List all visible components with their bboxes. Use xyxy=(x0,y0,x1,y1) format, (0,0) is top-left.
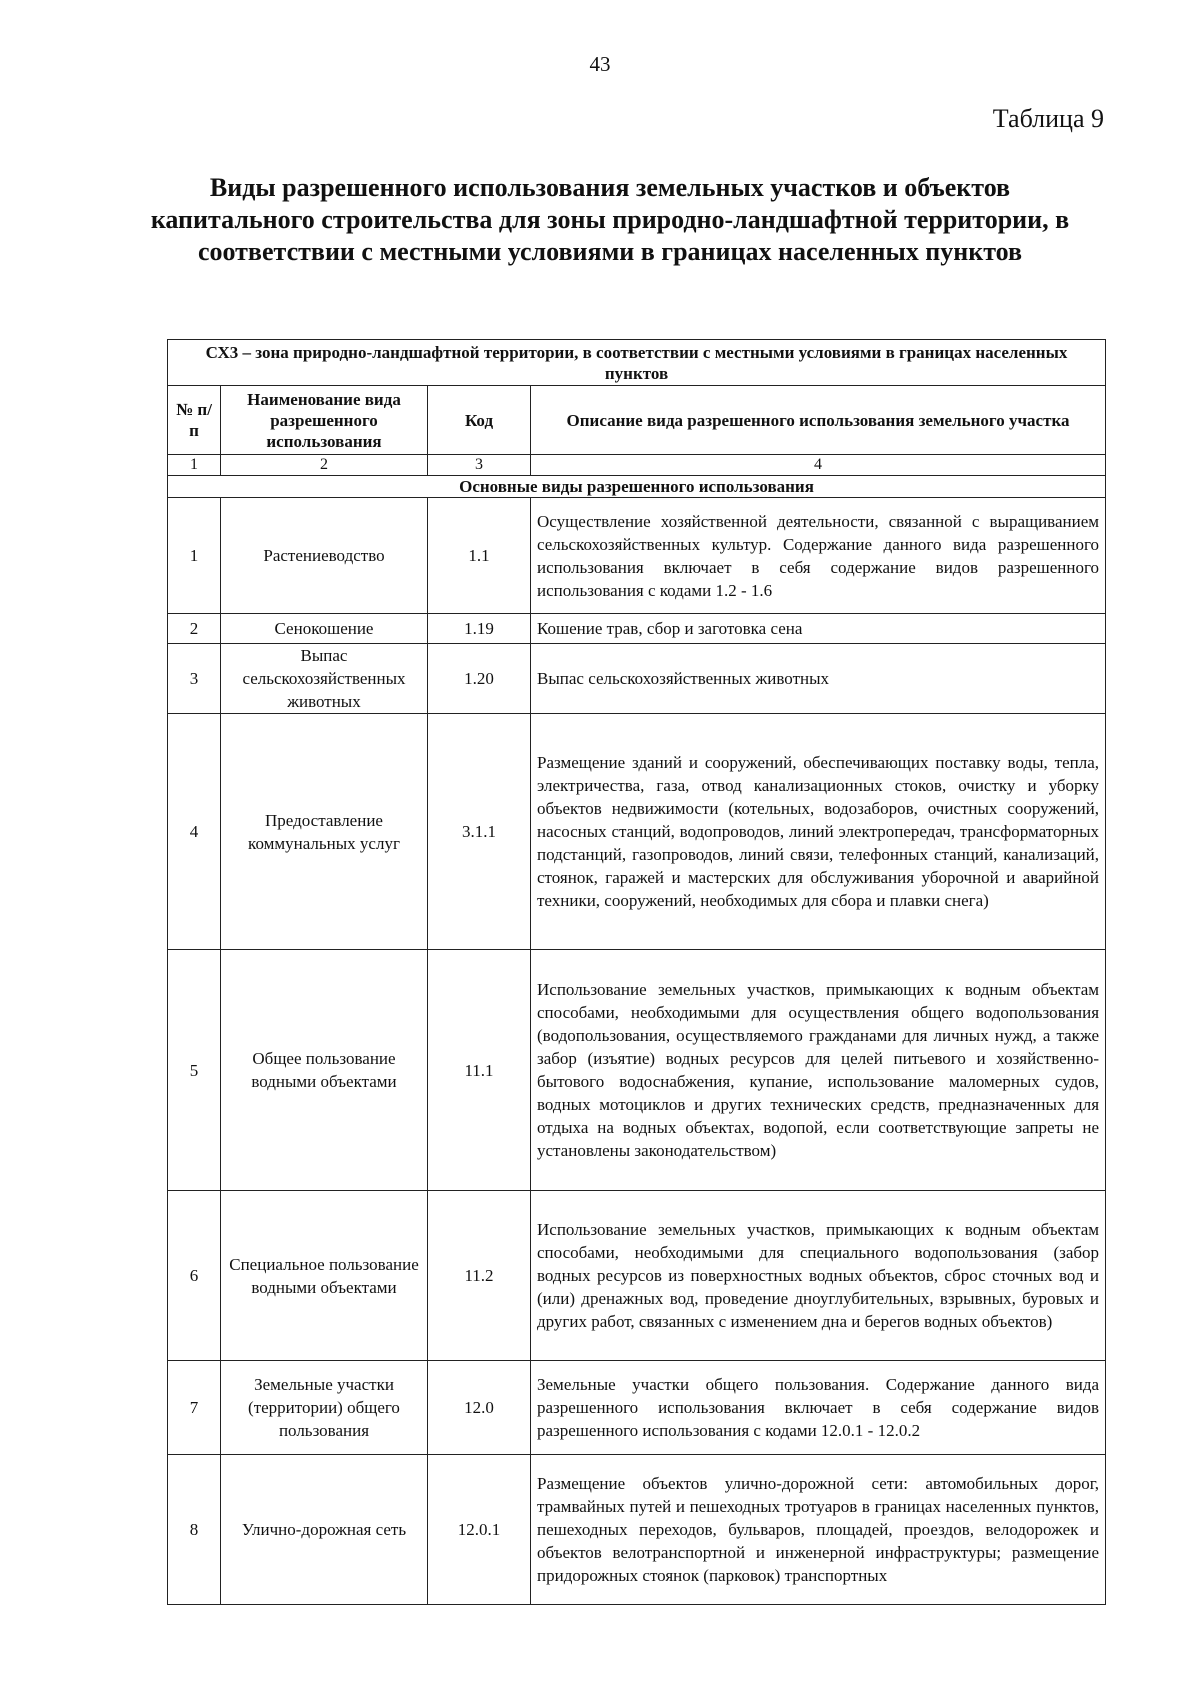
row-num: 8 xyxy=(168,1455,221,1605)
table-row xyxy=(168,1191,1106,1361)
row-code: 12.0 xyxy=(428,1361,531,1455)
row-code: 1.20 xyxy=(428,644,531,714)
row-description: Выпас сельскохозяйственных животных xyxy=(531,644,1106,714)
row-num: 2 xyxy=(168,614,221,644)
document-title: Виды разрешенного использования земельных участков и объектов капитального строительства для зоны природно-ландшафтной территории, в соответствии с местными условиями в границах населенных пунктов xyxy=(150,173,1070,266)
row-code: 1.19 xyxy=(428,614,531,644)
row-code: 11.2 xyxy=(428,1191,531,1361)
row-description: Земельные участки общего пользования. Содержание данного вида разрешенного использования включает в себя содержание видов разрешенного использования с кодами 12.0.1 - 12.0.2 xyxy=(531,1361,1106,1455)
row-name: Земельные участки (территории) общего пользования xyxy=(221,1361,428,1455)
table-row xyxy=(168,644,1106,714)
row-code: 11.1 xyxy=(428,950,531,1191)
row-name: Общее пользование водными объектами xyxy=(221,950,428,1191)
row-name: Сенокошение xyxy=(221,614,428,644)
row-name: Специальное пользование водными объектами xyxy=(221,1191,428,1361)
row-description: Кошение трав, сбор и заготовка сена xyxy=(531,614,1106,644)
table-label: Таблица 9 xyxy=(992,104,1104,133)
page-number: 43 xyxy=(589,52,611,76)
section-title: Основные виды разрешенного использования xyxy=(168,476,1106,498)
row-num: 4 xyxy=(168,714,221,950)
row-description: Размещение зданий и сооружений, обеспечивающих поставку воды, тепла, электричества, газа, отвод канализационных стоков, очистку и уборку объектов недвижимости (котельных, водозаборов, очистных сооружений, насосных станций, водопроводов, линий электропередач, трансформаторных подстанций, газопроводов, линий связи, телефонных станций, канализаций, стоянок, гаражей и мастерских для обслуживания уборочной и аварийной техники, сооружений, необходимых для сбора и плавки снега) xyxy=(531,714,1106,950)
column-number: 4 xyxy=(531,455,1106,476)
land-use-table xyxy=(167,339,1106,1605)
row-num: 3 xyxy=(168,644,221,714)
row-code: 12.0.1 xyxy=(428,1455,531,1605)
row-num: 7 xyxy=(168,1361,221,1455)
row-name: Улично-дорожная сеть xyxy=(221,1455,428,1605)
header-name: Наименование вида разрешенного использования xyxy=(221,386,428,455)
row-num: 1 xyxy=(168,498,221,614)
row-name: Предоставление коммунальных услуг xyxy=(221,714,428,950)
row-name: Выпас сельскохозяйственных животных xyxy=(221,644,428,714)
row-code: 3.1.1 xyxy=(428,714,531,950)
table-row xyxy=(168,714,1106,950)
column-number: 2 xyxy=(221,455,428,476)
table-row xyxy=(168,950,1106,1191)
column-number: 3 xyxy=(428,455,531,476)
row-description: Использование земельных участков, примыкающих к водным объектам способами, необходимыми для специального водопользования (забор водных ресурсов из поверхностных водных объектов, сброс сточных вод и (или) дренажных вод, проведение дноуглубительных, взрывных, буровых и других работ, связанных с изменением дна и берегов водных объектов) xyxy=(531,1191,1106,1361)
row-description: Размещение объектов улично-дорожной сети: автомобильных дорог, трамвайных путей и пешеходных тротуаров в границах населенных пунктов, пешеходных переходов, бульваров, площадей, проездов, велодорожек и объектов велотранспортной и инженерной инфраструктуры; размещение придорожных стоянок (парковок) транспортных xyxy=(531,1455,1106,1605)
table-row xyxy=(168,498,1106,614)
column-number: 1 xyxy=(168,455,221,476)
row-description: Использование земельных участков, примыкающих к водным объектам способами, необходимыми для осуществления общего водопользования (водопользования, осуществляемого гражданами для личных нужд, а также забор (изъятие) водных ресурсов для целей питьевого и хозяйственно-бытового водоснабжения, купание, использование маломерных судов, водных мотоциклов и других технических средств, предназначенных для отдыха на водных объектах, водопой, если соответствующие запреты не установлены законодательством) xyxy=(531,950,1106,1191)
row-name: Растениеводство xyxy=(221,498,428,614)
header-code: Код xyxy=(428,386,531,455)
table-row xyxy=(168,1455,1106,1605)
row-num: 6 xyxy=(168,1191,221,1361)
header-description: Описание вида разрешенного использования земельного участка xyxy=(531,386,1106,455)
table-row xyxy=(168,1361,1106,1455)
zone-caption: СХ3 – зона природно-ландшафтной территории, в соответствии с местными условиями в границах населенных пунктов xyxy=(168,340,1106,386)
row-description: Осуществление хозяйственной деятельности, связанной с выращиванием сельскохозяйственных культур. Содержание данного вида разрешенного использования включает в себя содержание видов разрешенного использования с кодами 1.2 - 1.6 xyxy=(531,498,1106,614)
table-row xyxy=(168,614,1106,644)
row-code: 1.1 xyxy=(428,498,531,614)
header-num: № п/п xyxy=(168,386,221,455)
row-num: 5 xyxy=(168,950,221,1191)
